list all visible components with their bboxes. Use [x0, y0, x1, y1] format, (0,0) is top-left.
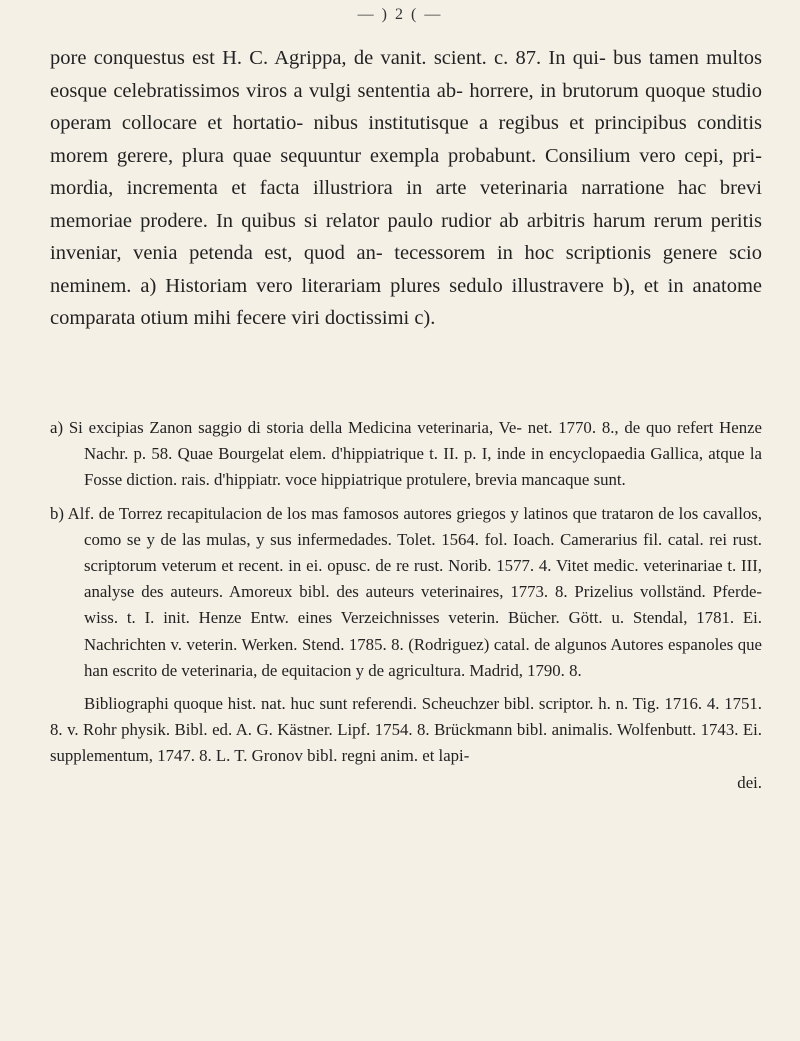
- page-header: — ) 2 ( —: [357, 6, 443, 23]
- footnote-a: a) Si excipias Zanon saggio di storia della Medicina veterinaria, Ve- net. 1770. 8., de quo refert Henze Nachr. p. 58. Quae Bourgelat elem. d'hippiatrique t. II. p. I, inde in encyclopaedia Gallica, atque la Fosse diction. rais. d'hippiatr. voce hippiatrique protulere, brevia mancaque sunt.: [50, 418, 762, 490]
- footnote-b: b) Alf. de Torrez recapitulacion de los mas famosos autores griegos y latinos que trataron de los cavallos, como se y de las mulas, y sus infermedades. Tolet. 1564. fol. Ioach. Camerarius fil. catal. rei rust. scriptorum veterum et recent. in ei. opusc. de re rust. Norib. 1577. 4. Vitet medic. veterinariae t. III, analyse des auteurs. Amoreux bibl. des auteurs veterinaires, 1773. 8. Prizelius vollständ. Pferde- wiss. t. I. init. Henze Entw. eines Verzeichnisses veterin. Bücher. Gött. u. Stendal, 1781. Ei. Nachrichten v. veterin. Werken. Stend. 1785. 8. (Rodriguez) catal. de algunos Autores espanoles que han escrito de veterinaria, de equitacion y de agricultura. Madrid, 1790. 8.: [50, 503, 762, 680]
- catchword: dei.: [737, 772, 762, 792]
- main-text-block: [50, 42, 762, 335]
- bibliography-paragraph: Bibliographi quoque hist. nat. huc sunt referendi. Scheuchzer bibl. scriptor. h. n. Tig. 1716. 4. 1751. 8. v. Rohr physik. Bibl. ed. A. G. Kästner. Lipf. 1754. 8. Brückmann bibl. animalis. Wolfenbutt. 1743. Ei. supplementum, 1747. 8. L. T. Gronov bibl. regni anim. et lapi-: [50, 694, 762, 766]
- footnotes: [50, 415, 762, 796]
- main-paragraph: pore conquestus est H. C. Agrippa, de vanit. scient. c. 87. In qui- bus tamen multos eosque celebratissimos viros a vulgi sententia ab- horrere, in brutorum quoque studio operam collocare et hortatio- nibus institutisque a regibus et principibus conditis morem gerere, plura quae sequuntur exempla probabunt. Consilium vero cepi, pri- mordia, incrementa et facta illustriora in arte veterinaria narratione hac brevi memoriae prodere. In quibus si relator paulo rudior ab arbitris harum rerum peritis inveniar, venia petenda est, quod an- tecessorem in hoc scriptionis genere scio neminem. a) Historiam vero literariam plures sedulo illustravere b), et in anatome comparata otium mihi fecere viri doctissimi c).: [50, 47, 762, 329]
